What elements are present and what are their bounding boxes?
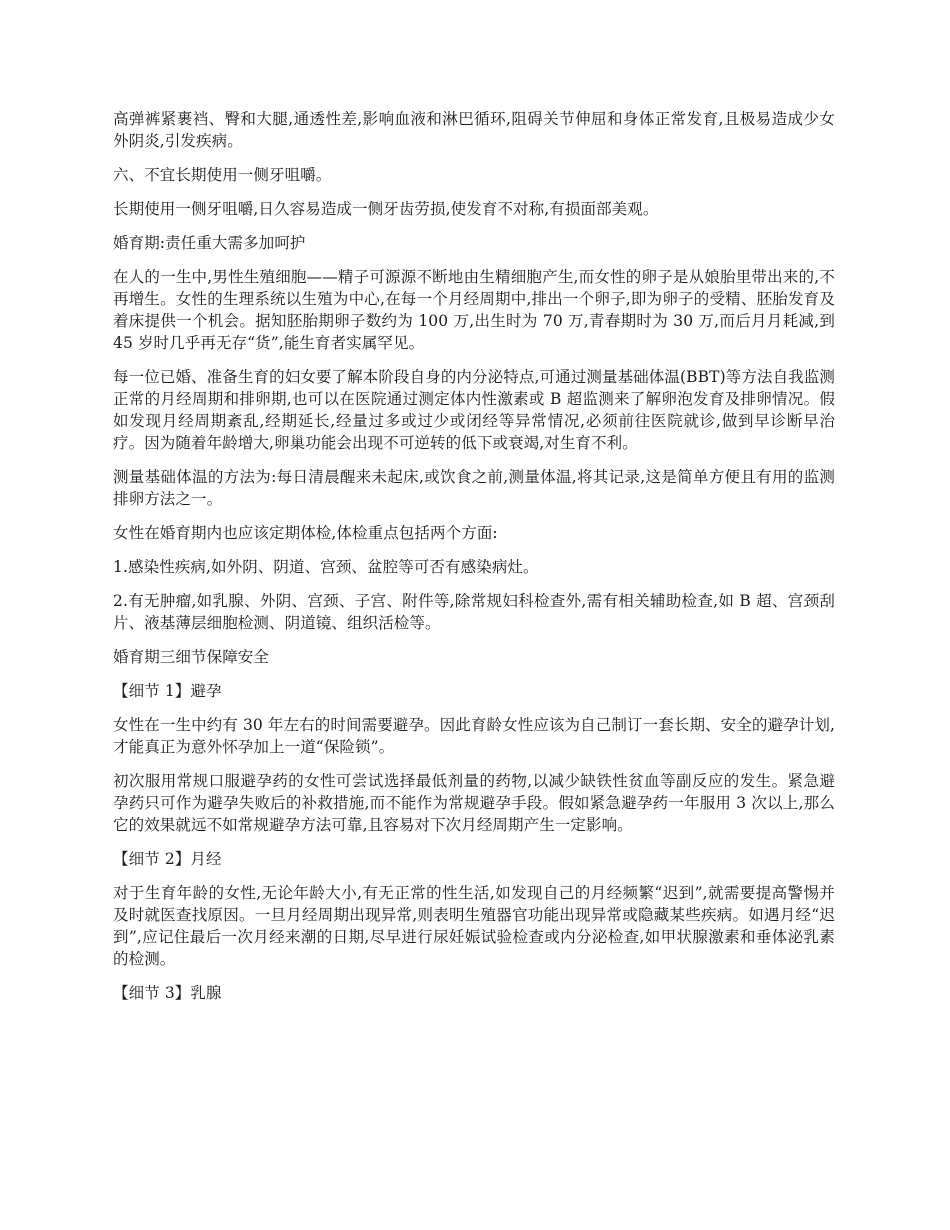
heading-three-details: 婚育期三细节保障安全 xyxy=(113,648,270,666)
heading-chewing: 六、不宜长期使用一侧牙咀嚼。 xyxy=(113,166,332,184)
paragraph-checkup: 女性在婚育期内也应该定期体检,体检重点包括两个方面: xyxy=(113,524,498,542)
list-item-tumor: 2.有无肿瘤,如乳腺、外阴、宫颈、子宫、附件等,除常规妇科检查外,需有相关辅助检查,如 B 超、宫颈刮片、液基薄层细胞检测、阴道镜、组织活检等。 xyxy=(113,592,835,632)
document-body xyxy=(113,108,835,1016)
paragraph-endocrine: 每一位已婚、准备生育的妇女要了解本阶段自身的内分泌特点,可通过测量基础体温(BBT)等方法自我监测正常的月经周期和排卵期,也可以在医院通过测定体内性激素或 B 超监测来了解卵泡发育及排卵情况。假如发现月经周期紊乱,经期延长,经量过多或过少或闭经等异常情况,必须前往医院就诊,做到早诊断早治疗。因为随着年龄增大,卵巢功能会出现不可逆转的低下或衰竭,对生育不利。 xyxy=(113,368,835,452)
list-item-infection: 1.感染性疾病,如外阴、阴道、宫颈、盆腔等可否有感染病灶。 xyxy=(113,558,539,576)
paragraph-menstruation: 对于生育年龄的女性,无论年龄大小,有无正常的性生活,如发现自己的月经频繁“迟到”,就需要提高警惕并及时就医查找原因。一旦月经周期出现异常,则表明生殖器官功能出现异常或隐藏某些疾病。如遇月经“迟到”,应记住最后一次月经来潮的日期,尽早进行尿妊娠试验检查或内分泌检查,如甲状腺激素和垂体泌乳素的检测。 xyxy=(113,884,835,968)
heading-childbearing-period: 婚育期:责任重大需多加呵护 xyxy=(113,234,306,252)
heading-detail-1: 【细节 1】避孕 xyxy=(113,682,222,700)
heading-detail-2: 【细节 2】月经 xyxy=(113,850,222,868)
paragraph-clothing: 高弹裤紧裹裆、臀和大腿,通透性差,影响血液和淋巴循环,阻碍关节伸屈和身体正常发育,且极易造成少女外阴炎,引发疾病。 xyxy=(113,110,835,150)
paragraph-bbt: 测量基础体温的方法为:每日清晨醒来未起床,或饮食之前,测量体温,将其记录,这是简单方便且有用的监测排卵方法之一。 xyxy=(113,468,835,508)
paragraph-chewing: 长期使用一侧牙咀嚼,日久容易造成一侧牙齿劳损,使发育不对称,有损面部美观。 xyxy=(113,200,659,218)
paragraph-ovum: 在人的一生中,男性生殖细胞——精子可源源不断地由生精细胞产生,而女性的卵子是从娘胎里带出来的,不再增生。女性的生理系统以生殖为中心,在每一个月经周期中,排出一个卵子,即为卵子的受精、胚胎发育及着床提供一个机会。据知胚胎期卵子数约为 100 万,出生时为 70 万,青春期时为 30 万,而后月月耗减,到 45 岁时几乎再无存“货”,能生育者实属罕见。 xyxy=(113,268,835,352)
paragraph-contraception: 女性在一生中约有 30 年左右的时间需要避孕。因此育龄女性应该为自己制订一套长期、安全的避孕计划,才能真正为意外怀孕加上一道“保险锁”。 xyxy=(113,716,835,756)
heading-detail-3: 【细节 3】乳腺 xyxy=(113,984,222,1002)
paragraph-pills: 初次服用常规口服避孕药的女性可尝试选择最低剂量的药物,以减少缺铁性贫血等副反应的发生。紧急避孕药只可作为避孕失败后的补救措施,而不能作为常规避孕手段。假如紧急避孕药一年服用 3 次以上,那么它的效果就远不如常规避孕方法可靠,且容易对下次月经周期产生一定影响。 xyxy=(113,772,835,834)
